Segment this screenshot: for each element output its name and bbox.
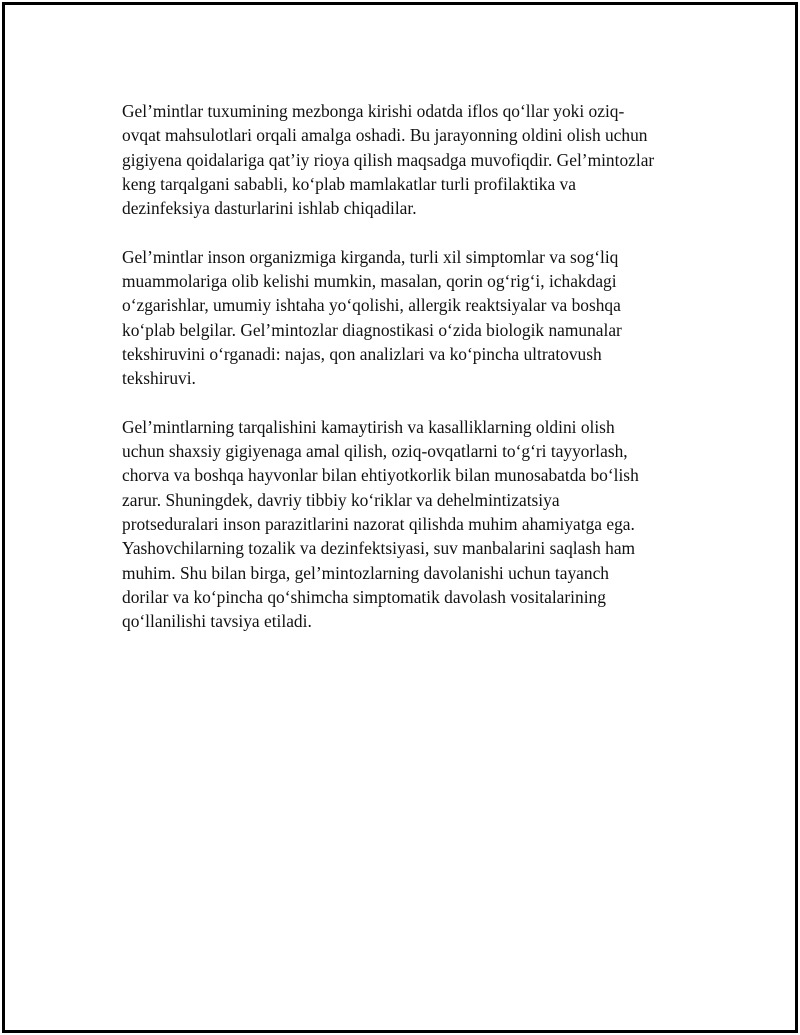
text-line: Yashovchilarning tozalik va dezinfektsiyasi, suv manbalarini saqlash ham (122, 538, 636, 559)
paragraph-1 (122, 99, 682, 220)
text-line: zarur. Shuningdek, davriy tibbiy ko‘riklar va dehelmintizatsiya (122, 489, 560, 510)
text-line: tekshiruvini o‘rganadi: najas, qon analizlari va ko‘pincha ultratovush (122, 343, 602, 364)
text-line: ko‘plab belgilar. Gel’mintozlar diagnostikasi o‘zida biologik namunalar (122, 319, 622, 340)
text-line: protseduralari inson parazitlarini nazorat qilishda muhim ahamiyatga ega. (122, 514, 635, 535)
document-body (122, 99, 682, 658)
text-line: keng tarqalgani sababli, ko‘plab mamlakatlar turli profilaktika va (122, 173, 576, 194)
text-line: muammolariga olib kelishi mumkin, masalan, qorin og‘rig‘i, ichakdagi (122, 271, 617, 292)
text-line: ovqat mahsulotlari orqali amalga oshadi. Bu jarayonning oldini olish uchun (122, 125, 648, 146)
text-line: dorilar va ko‘pincha qo‘shimcha simptomatik davolash vositalarining (122, 586, 606, 607)
text-line: Gel’mintlar inson organizmiga kirganda, turli xil simptomlar va sog‘liq (122, 246, 619, 267)
text-line: chorva va boshqa hayvonlar bilan ehtiyotkorlik bilan munosabatda bo‘lish (122, 465, 639, 486)
paragraph-3 (122, 415, 682, 634)
text-line: gigiyena qoidalariga qat’iy rioya qilish maqsadga muvofiqdir. Gel’mintozlar (122, 149, 655, 170)
text-line: qo‘llanilishi tavsiya etiladi. (122, 611, 312, 632)
text-line: Gel’mintlarning tarqalishini kamaytirish va kasalliklarning oldini olish (122, 416, 615, 437)
text-line: dezinfeksiya dasturlarini ishlab chiqadilar. (122, 198, 417, 219)
text-line: uchun shaxsiy gigiyenaga amal qilish, oziq-ovqatlarni to‘g‘ri tayyorlash, (122, 441, 628, 462)
paragraph-2 (122, 245, 682, 391)
text-line: Gel’mintlar tuxumining mezbonga kirishi odatda iflos qo‘llar yoki oziq- (122, 101, 625, 121)
text-line: muhim. Shu bilan birga, gel’mintozlarning davolanishi uchun tayanch (122, 562, 610, 583)
text-line: o‘zgarishlar, umumiy ishtaha yo‘qolishi, allergik reaktsiyalar va boshqa (122, 295, 621, 316)
text-line: tekshiruvi. (122, 368, 196, 389)
page-frame (2, 2, 798, 1033)
